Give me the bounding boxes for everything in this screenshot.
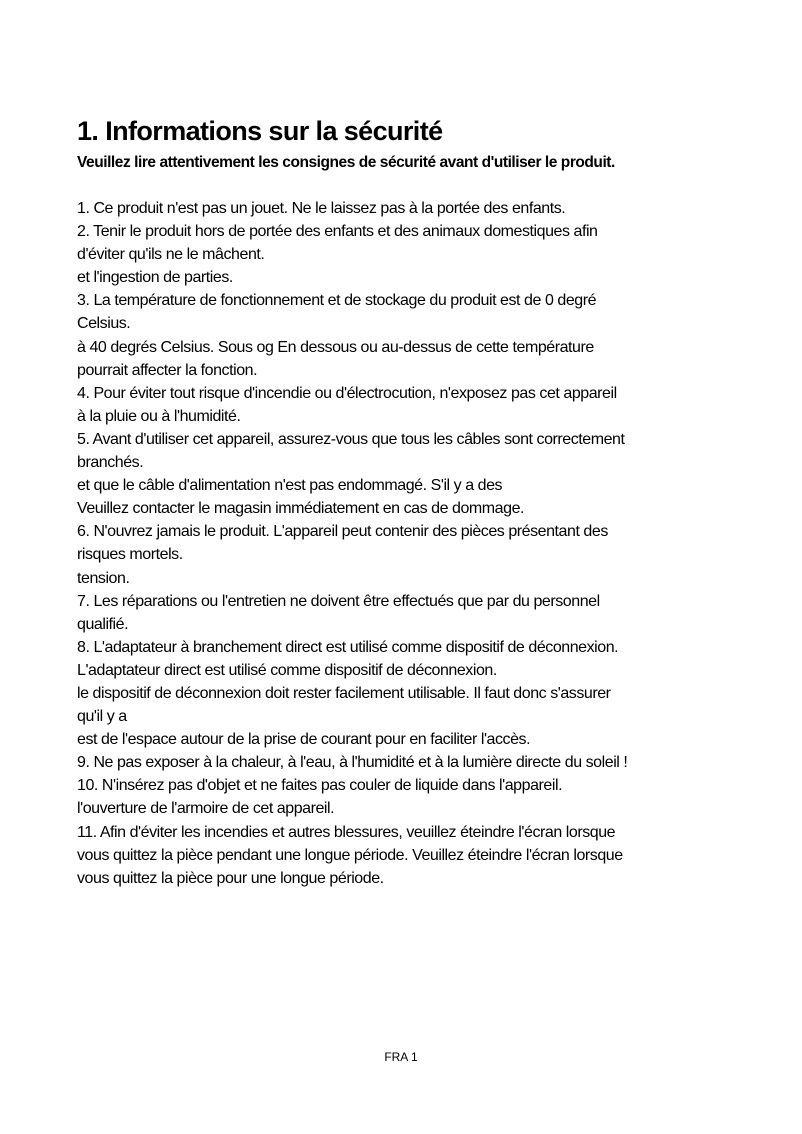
- text-line: qu'il y a: [77, 708, 127, 726]
- safety-instructions: [77, 197, 627, 890]
- text-line: 2. Tenir le produit hors de portée des enfants et des animaux domestiques afin: [77, 223, 598, 241]
- text-line: est de l'espace autour de la prise de courant pour en faciliter l'accès.: [77, 731, 531, 749]
- text-line: le dispositif de déconnexion doit rester facilement utilisable. Il faut donc s'assurer: [77, 684, 611, 702]
- text-line: et que le câble d'alimentation n'est pas endommagé. S'il y a des: [77, 477, 503, 495]
- text-line: 5. Avant d'utiliser cet appareil, assurez-vous que tous les câbles sont correctement: [77, 430, 625, 448]
- section-subheading: Veuillez lire attentivement les consignes de sécurité avant d'utiliser le produit.: [77, 154, 615, 171]
- text-line: 8. L'adaptateur à branchement direct est utilisé comme dispositif de déconnexion.: [77, 638, 619, 656]
- text-line: et l'ingestion de parties.: [77, 269, 233, 287]
- text-line: 7. Les réparations ou l'entretien ne doivent être effectués que par du personnel: [77, 592, 600, 610]
- text-line: 10. N'insérez pas d'objet et ne faites pas couler de liquide dans l'appareil.: [77, 777, 563, 795]
- text-line: d'éviter qu'ils ne le mâchent.: [77, 246, 265, 264]
- page-number: FRA 1: [384, 1050, 418, 1064]
- text-line: 1. Ce produit n'est pas un jouet. Ne le laissez pas à la portée des enfants.: [77, 200, 566, 217]
- text-line: Celsius.: [77, 315, 131, 333]
- text-line: 4. Pour éviter tout risque d'incendie ou d'électrocution, n'exposez pas cet appareil: [77, 384, 617, 402]
- section-heading: 1. Informations sur la sécurité: [77, 116, 443, 146]
- text-line: branchés.: [77, 454, 144, 472]
- text-line: 3. La température de fonctionnement et de stockage du produit est de 0 degré: [77, 292, 597, 310]
- text-line: à la pluie ou à l'humidité.: [77, 407, 241, 425]
- text-line: pourrait affecter la fonction.: [77, 361, 258, 379]
- text-line: 9. Ne pas exposer à la chaleur, à l'eau, à l'humidité et à la lumière directe du soleil !: [77, 754, 628, 772]
- text-line: risques mortels.: [77, 546, 183, 564]
- text-line: 11. Afin d'éviter les incendies et autres blessures, veuillez éteindre l'écran lorsque: [77, 823, 616, 841]
- text-line: L'adaptateur direct est utilisé comme dispositif de déconnexion.: [77, 661, 497, 679]
- text-line: à 40 degrés Celsius. Sous og En dessous ou au-dessus de cette température: [77, 338, 594, 356]
- text-line: qualifié.: [77, 615, 129, 633]
- text-line: vous quittez la pièce pour une longue période.: [77, 869, 384, 887]
- text-line: 6. N'ouvrez jamais le produit. L'appareil peut contenir des pièces présentant des: [77, 523, 608, 541]
- text-line: vous quittez la pièce pendant une longue période. Veuillez éteindre l'écran lorsque: [77, 846, 623, 864]
- text-line: l'ouverture de l'armoire de cet appareil.: [77, 800, 335, 818]
- text-line: tension.: [77, 569, 130, 587]
- text-line: Veuillez contacter le magasin immédiatement en cas de dommage.: [77, 500, 525, 518]
